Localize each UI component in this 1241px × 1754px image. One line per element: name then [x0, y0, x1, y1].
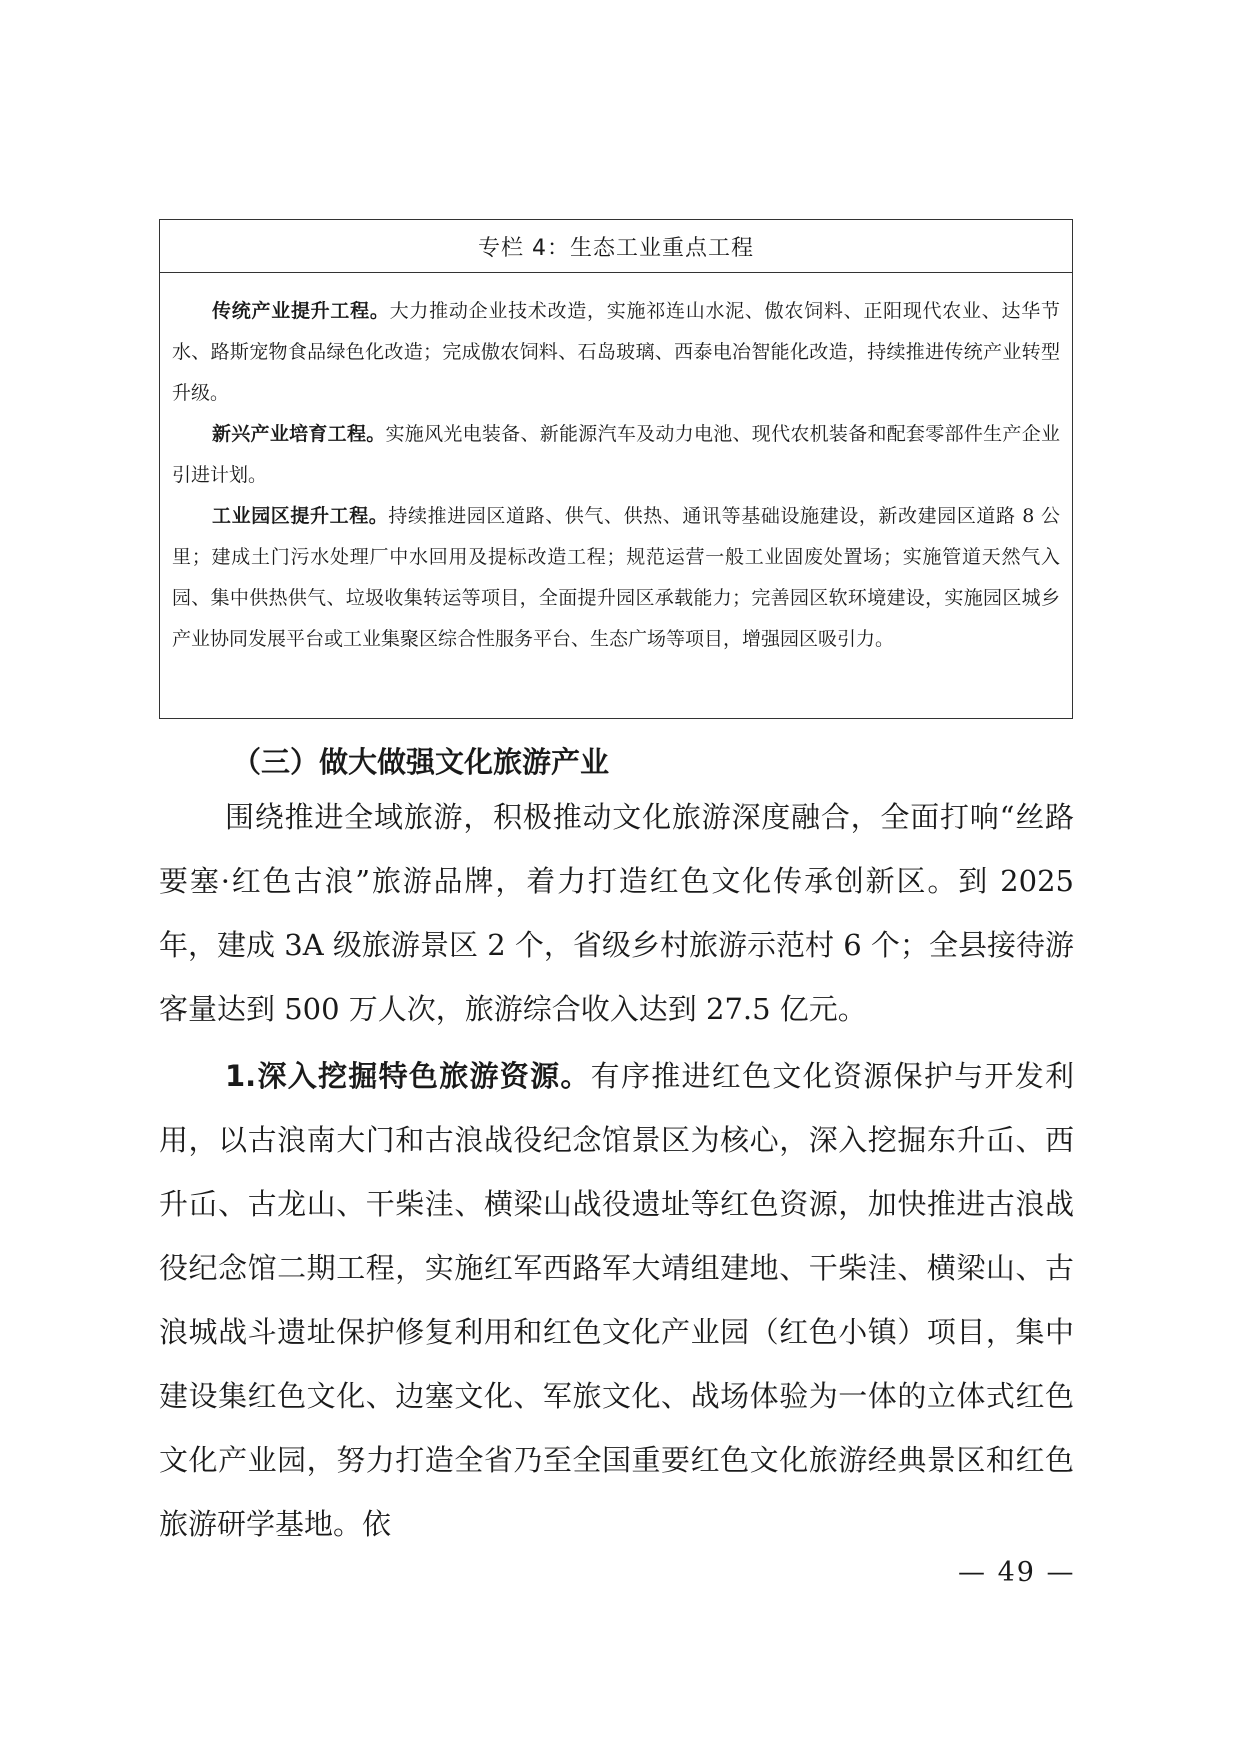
item-1-lead: 1.深入挖掘特色旅游资源。	[225, 1059, 591, 1093]
item-1-text: 有序推进红色文化资源保护与开发利用，以古浪南大门和古浪战役纪念馆景区为核心，深入挖掘东升屲、西升屲、古龙山、干柴洼、横梁山战役遗址等红色资源，加快推进古浪战役纪念馆二期工程，实施红军西路军大靖组建地、干柴洼、横梁山、古浪城战斗遗址保护修复利用和红色文化产业园（红色小镇）项目，集中建设集红色文化、边塞文化、军旅文化、战场体验为一体的立体式红色文化产业园，努力打造全省乃至全国重要红色文化旅游经典景区和红色旅游研学基地。依	[159, 1059, 1074, 1541]
feature-item-traditional	[172, 291, 1060, 414]
feature-item-emerging	[172, 414, 1060, 496]
feature-item-lead: 新兴产业培育工程。	[212, 423, 386, 445]
feature-item-text: 实施风光电装备、新能源汽车及动力电池、现代农机装备和配套零部件生产企业引进计划。	[172, 423, 1060, 486]
section-item-1	[159, 1044, 1074, 1556]
section-intro: 围绕推进全域旅游，积极推动文化旅游深度融合，全面打响“丝路要塞·红色古浪”旅游品牌，着力打造红色文化传承创新区。到 2025 年，建成 3A 级旅游景区 2 个，省级乡村旅游示范村 6 个；全县接待游客量达到 500 万人次，旅游综合收入达到 27.5 亿元。	[159, 800, 1074, 1026]
feature-box-title: 专栏 4：生态工业重点工程	[160, 220, 1072, 273]
feature-item-lead: 传统产业提升工程。	[212, 300, 390, 322]
section-heading: （三）做大做强文化旅游产业	[232, 745, 610, 779]
page-number: — 49 —	[958, 1557, 1076, 1588]
feature-item-park	[172, 496, 1060, 660]
feature-item-text: 持续推进园区道路、供气、供热、通讯等基础设施建设，新改建园区道路 8 公里；建成土门污水处理厂中水回用及提标改造工程；规范运营一般工业固废处置场；实施管道天然气入园、集中供热供气、垃圾收集转运等项目，全面提升园区承载能力；完善园区软环境建设，实施园区城乡产业协同发展平台或工业集聚区综合性服务平台、生态广场等项目，增强园区吸引力。	[172, 505, 1060, 650]
feature-box	[159, 219, 1073, 719]
feature-item-lead: 工业园区提升工程。	[212, 505, 389, 527]
feature-box-body	[160, 273, 1072, 660]
feature-item-text: 大力推动企业技术改造，实施祁连山水泥、傲农饲料、正阳现代农业、达华节水、路斯宠物食品绿色化改造；完成傲农饲料、石岛玻璃、西泰电冶智能化改造，持续推进传统产业转型升级。	[172, 300, 1060, 404]
